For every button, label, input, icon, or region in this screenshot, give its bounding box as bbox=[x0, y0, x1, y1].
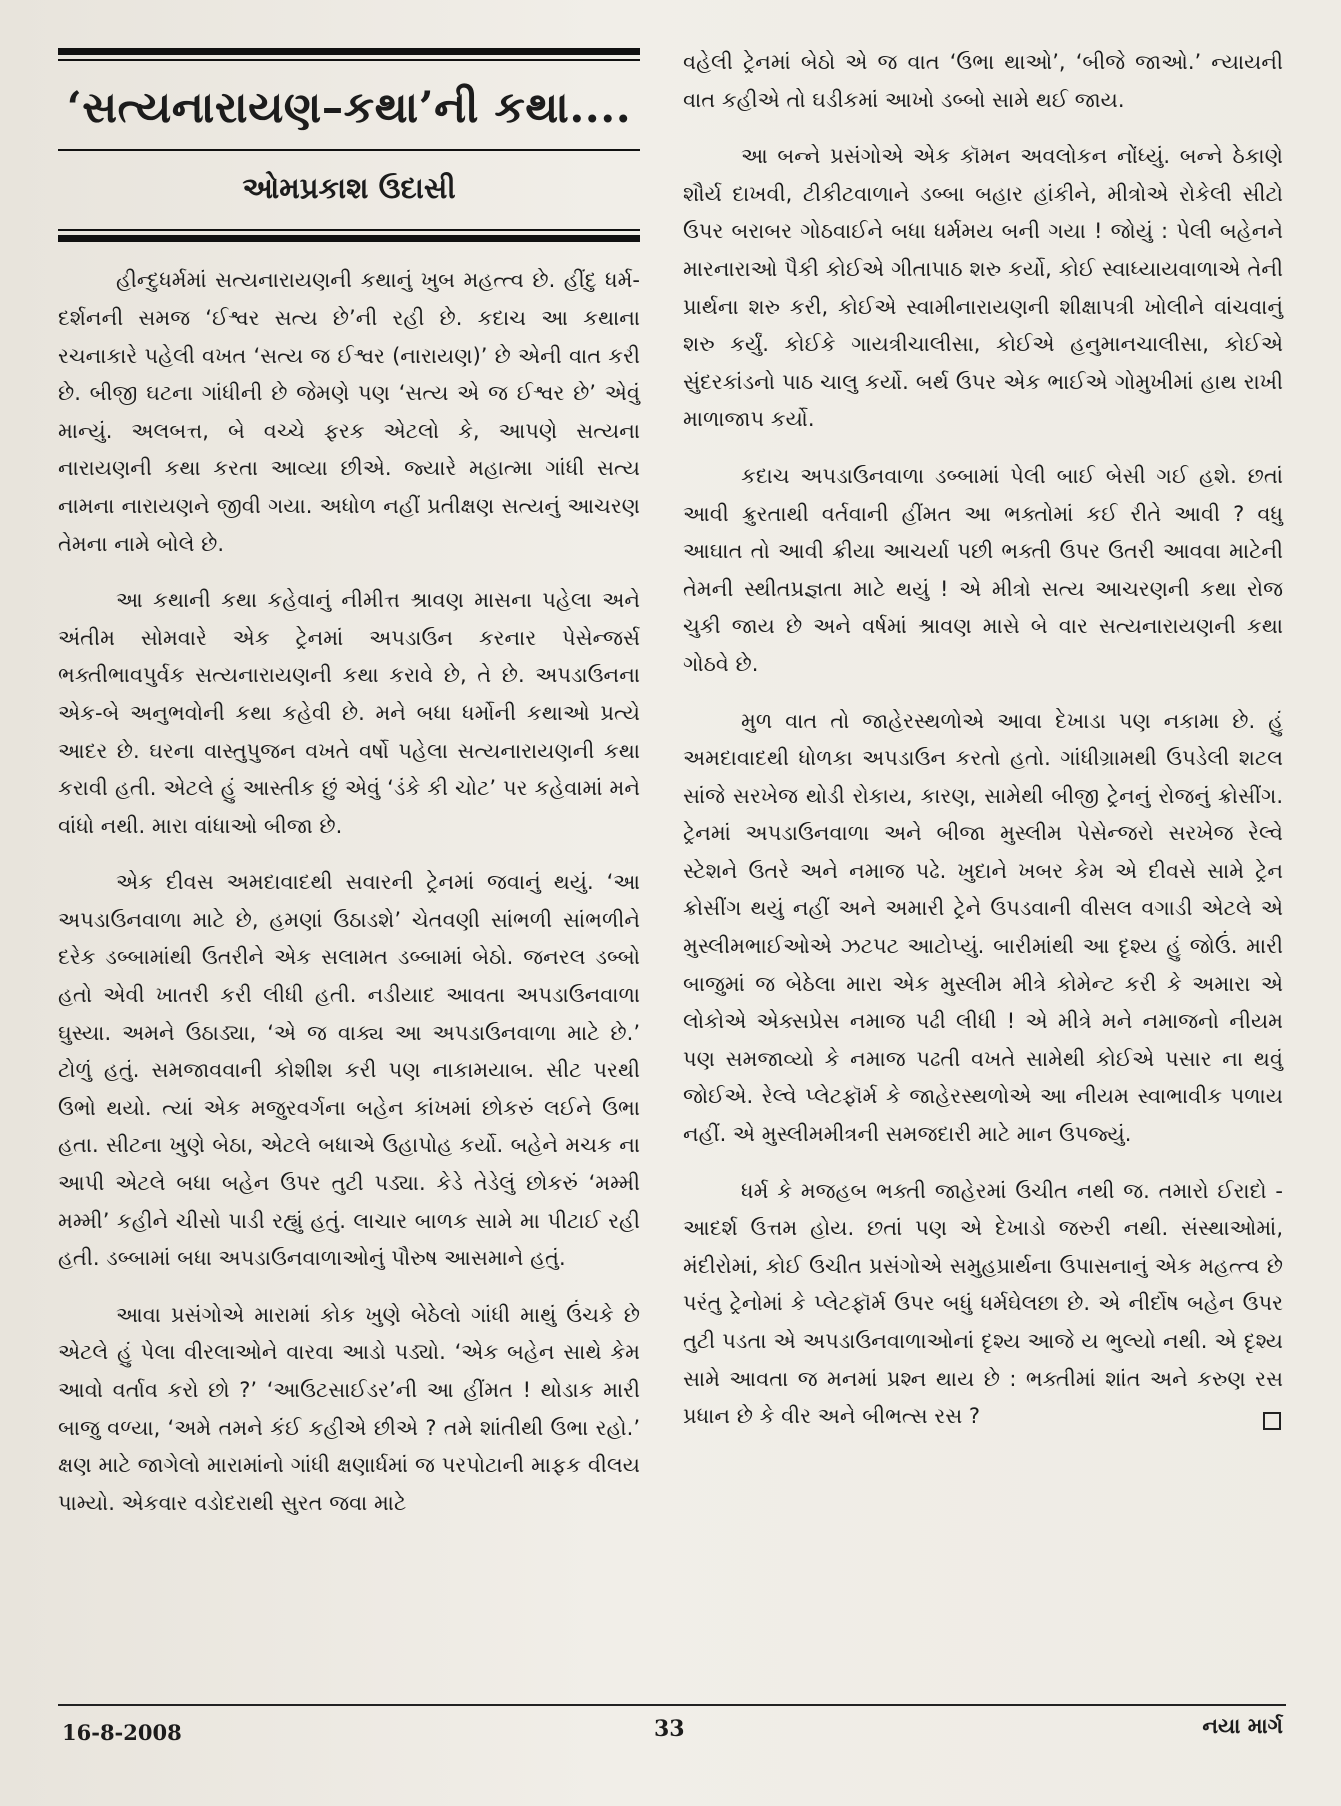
body-paragraph: આ બન્ને પ્રસંગોએ એક કૉમન અવલોકન નોંધ્યું. બન્ને ઠેકાણે શૌર્ય દાખવી, ટીકીટવાળાને ડબ્બા બહાર હાંકીને, મીત્રોએ રોકેલી સીટો ઉપર બરાબર ગોઠવાઈને બધા ધર્મમય બની ગયા ! જોયું : પેલી બહેનને મારનારાઓ પૈકી કોઈએ ગીતાપાઠ શરુ કર્યો, કોઈ સ્વાધ્યાયવાળાએ તેની પ્રાર્થના શરુ કરી, કોઈએ સ્વામીનારાયણની શીક્ષાપત્રી ખોલીને વાંચવાનું શરુ કર્યું. કોઈકે ગાયત્રીચાલીસા, કોઈએ હનુમાનચાલીસા, કોઈએ સુંદરકાંડનો પાઠ ચાલુ કર્યો. બર્થ ઉપર એક ભાઈએ ગોમુખીમાં હાથ રાખી માળાજાપ કર્યો. bbox=[683, 144, 1283, 432]
author-bottom-rule bbox=[58, 235, 640, 242]
body-paragraph: આ કથાની કથા કહેવાનું નીમીત્ત શ્રાવણ માસના પહેલા અને અંતીમ સોમવારે એક ટ્રેનમાં અપડાઉન કરનાર પેસેન્જર્સ ભક્તીભાવપુર્વક સત્યનારાયણની કથા કરાવે છે, તે છે. અપડાઉનના એક-બે અનુભવોની કથા કહેવી છે. મને બધા ધર્મોની કથાઓ પ્રત્યે આદર છે. ઘરના વાસ્તુપુજન વખતે વર્ષો પહેલા સત્યનારાયણની કથા કરાવી હતી. એટલે હું આસ્તીક છું એવું ‘ડંકે કી ચોટ’ પર કહેવામાં મને વાંધો નથી. મારા વાંધાઓ બીજા છે. bbox=[58, 588, 640, 838]
last-paragraph-text: ધર્મ કે મજહબ ભક્તી જાહેરમાં ઉચીત નથી જ. તમારો ઈરાદો - આદર્શ ઉત્તમ હોય. છતાં પણ એ દેખાડો જરુરી નથી. સંસ્થાઓમાં, મંદીરોમાં, કોઈ ઉચીત પ્રસંગોએ સમુહપ્રાર્થના ઉપાસનાનું એક મહત્ત્વ છે પરંતુ ટ્રેનોમાં કે પ્લેટફૉર્મ ઉપર બધું ધર્મઘેલછા છે. એ નીર્દોષ બહેન ઉપર તુટી પડતા એ અપડાઉનવાળાઓનાં દૃશ્ય આજે ય ભુલ્યો નથી. એ દૃશ્ય સામે આવતા જ મનમાં પ્રશ્ન થાય છે : ભક્તીમાં શાંત અને કરુણ રસ પ્રધાન છે કે વીર અને બીભત્સ રસ ? bbox=[683, 1178, 1283, 1429]
title-top-rule bbox=[58, 48, 640, 55]
body-paragraph: વહેલી ટ્રેનમાં બેઠો એ જ વાત ‘ઉભા થાઓ’, ‘બીજે જાઓ.’ ન્યાયની વાત કહીએ તો ઘડીકમાં આખો ડબ્બો સામે થઈ જાય. bbox=[683, 50, 1283, 112]
right-column bbox=[683, 0, 1283, 1436]
body-paragraph: એક દીવસ અમદાવાદથી સવારની ટ્રેનમાં જવાનું થયું. ‘આ અપડાઉનવાળા માટે છે, હમણાં ઉઠાડશે’ ચેતવણી સાંભળી સાંભળીને દરેક ડબ્બામાંથી ઉતરીને એક સલામત ડબ્બામાં બેઠો. જનરલ ડબ્બો હતો એવી ખાતરી કરી લીધી હતી. નડીયાદ આવતા અપડાઉનવાળા ઘુસ્યા. અમને ઉઠાડ્યા, ‘એ જ વાક્ય આ અપડાઉનવાળા માટે છે.’ ટોળું હતું. સમજાવવાની કોશીશ કરી પણ નાકામયાબ. સીટ પરથી ઉભો થયો. ત્યાં એક મજુરવર્ગના બહેન કાંખમાં છોકરું લઈને ઉભા હતા. સીટના ખુણે બેઠા, એટલે બધાએ ઉહાપોહ કર્યો. બહેને મચક ના આપી એટલે બધા બહેન ઉપર તુટી પડ્યા. કેડે તેડેલું છોકરું ‘મમ્મી મમ્મી’ કહીને ચીસો પાડી રહ્યું હતું. લાચાર બાળક સામે મા પીટાઈ રહી હતી. ડબ્બામાં બધા અપડાઉનવાળાઓનું પૌરુષ આસમાને હતું. bbox=[58, 870, 640, 1271]
footer-rule bbox=[58, 1704, 1286, 1706]
page-number: 33 bbox=[654, 1716, 685, 1742]
body-paragraph bbox=[683, 1173, 1283, 1436]
magazine-name: નયા માર્ગ bbox=[1202, 1714, 1283, 1738]
article-author: ઓમપ્રકાશ ઉદાસી bbox=[242, 170, 456, 205]
footer-date: 16-8-2008 bbox=[62, 1720, 182, 1745]
body-paragraph: હીન્દુધર્મમાં સત્યનારાયણની કથાનું ખુબ મહત્ત્વ છે. હીંદુ ધર્મ-દર્શનની સમજ ‘ઈશ્વર સત્ય છે’ની રહી છે. કદાચ આ કથાના રચનાકારે પહેલી વખત ‘સત્ય જ ઈશ્વર (નારાયણ)’ છે એની વાત કરી છે. બીજી ઘટના ગાંધીની છે જેમણે પણ ‘સત્ય એ જ ઈશ્વર છે’ એવું માન્યું. અલબત્ત, બે વચ્ચે ફરક એટલો કે, આપણે સત્યના નારાયણની કથા કરતા આવ્યા છીએ. જ્યારે મહાત્મા ગાંધી સત્ય નામના નારાયણને જીવી ગયા. અધોળ નહીં પ્રતીક્ષણ સત્યનું આચરણ તેમના નામે બોલે છે. bbox=[58, 268, 640, 556]
body-paragraph: કદાચ અપડાઉનવાળા ડબ્બામાં પેલી બાઈ બેસી ગઈ હશે. છતાં આવી ક્રુરતાથી વર્તવાની હીંમત આ ભક્તોમાં કઈ રીતે આવી ? વધુ આઘાત તો આવી ક્રીયા આચર્યા પછી ભક્તી ઉપર ઉતરી આવવા માટેની તેમની સ્થીતપ્રજ્ઞતા માટે થયું ! એ મીત્રો સત્ય આચરણની કથા રોજ ચુકી જાય છે અને વર્ષમાં શ્રાવણ માસે બે વાર સત્યનારાયણની કથા ગોઠવે છે. bbox=[683, 463, 1283, 676]
article-title: ‘સત્યનારાયણ–કથા’ની કથા.... bbox=[66, 83, 632, 133]
body-paragraph: આવા પ્રસંગોએ મારામાં કોક ખુણે બેઠેલો ગાંધી માથું ઉંચકે છે એટલે હું પેલા વીરલાઓને વારવા આડો પડ્યો. ‘એક બહેન સાથે કેમ આવો વર્તાવ કરો છો ?’ ‘આઉટસાઈડર’ની આ હીંમત ! થોડાક મારી બાજુ વળ્યા, ‘અમે તમને કંઈ કહીએ છીએ ? તમે શાંતીથી ઉભા રહો.’ ક્ષણ માટે જાગેલો મારામાંનો ગાંધી ક્ષણાર્ધમાં જ પરપોટાની માફક વીલય પામ્યો. એકવાર વડોદરાથી સુરત જવા માટે bbox=[58, 1302, 640, 1515]
left-column bbox=[58, 0, 640, 1522]
end-of-article-box-icon bbox=[1263, 1412, 1281, 1430]
body-paragraph: મુળ વાત તો જાહેરસ્થળોએ આવા દેખાડા પણ નકામા છે. હું અમદાવાદથી ધોળકા અપડાઉન કરતો હતો. ગાંધીગ્રામથી ઉપડેલી શટલ સાંજે સરખેજ થોડી રોકાય, કારણ, સામેથી બીજી ટ્રેનનું રોજનું ક્રોસીંગ. ટ્રેનમાં અપડાઉનવાળા અને બીજા મુસ્લીમ પેસેન્જરો સરખેજ રેલ્વે સ્ટેશને ઉતરે અને નમાજ પઢે. ખુદાને ખબર કેમ એ દીવસે સામે ટ્રેન ક્રોસીંગ થયું નહીં અને અમારી ટ્રેને ઉપડવાની વીસલ વગાડી એટલે એ મુસ્લીમભાઈઓએ ઝટપટ આટોપ્યું. બારીમાંથી આ દૃશ્ય હું જોઉં. મારી બાજુમાં જ બેઠેલા મારા એક મુસ્લીમ મીત્રે કોમેન્ટ કરી કે અમારા એ લોકોએ એક્સપ્રેસ નમાજ પઢી લીધી ! એ મીત્રે મને નમાજનો નીયમ પણ સમજાવ્યો કે નમાજ પઢતી વખતે સામેથી કોઈએ પસાર ના થવું જોઈએ. રેલ્વે પ્લેટફૉર્મ કે જાહેરસ્થળોએ આ નીયમ સ્વાભાવીક પળાય નહીં. એ મુસ્લીમમીત્રની સમજદારી માટે માન ઉપજ્યું. bbox=[683, 708, 1283, 1147]
